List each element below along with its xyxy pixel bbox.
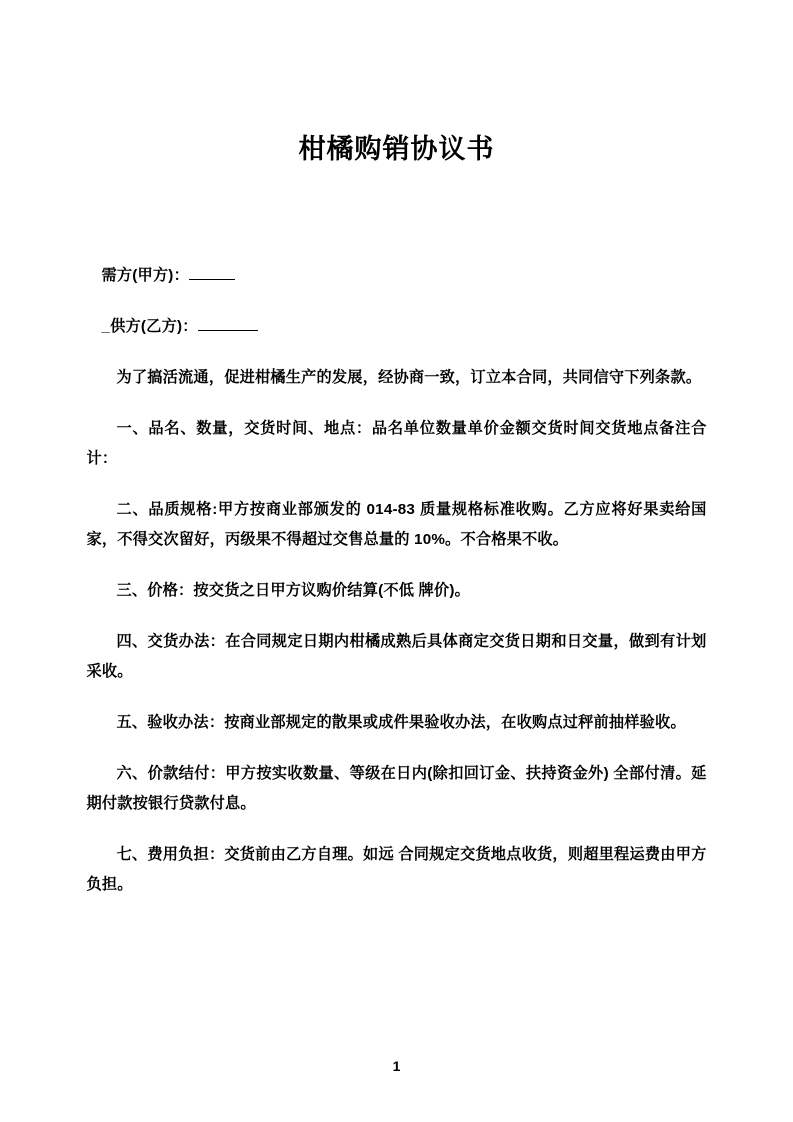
clause-7: 七、费用负担：交货前由乙方自理。如远 合同规定交货地点收货，则超里程运费由甲方负担。: [86, 846, 707, 894]
clause-4: 四、交货办法：在合同规定日期内柑橘成熟后具体商定交货日期和日交量，做到有计划采收。: [86, 633, 707, 681]
document-body: [87, 165, 707, 900]
page-number: 1: [392, 1058, 401, 1074]
clause-5: 五、验收办法：按商业部规定的散果或成件果验收办法，在收购点过秤前抽样验收。: [116, 714, 686, 732]
clause-3: 三、价格：按交货之日甲方议购价结算(不低 牌价)。: [116, 582, 470, 600]
party-supply-blank: [198, 330, 258, 331]
party-demand-label: 需方(甲方)：: [101, 267, 189, 285]
clause-2: 二、品质规格:甲方按商业部颁发的 014-83 质量规格标准收购。乙方应将好果卖给国家，不得交次留好，丙级果不得超过交售总量的 10%。不合格果不收。: [86, 501, 707, 549]
party-supply-label: _供方(乙方)：: [101, 318, 198, 336]
page-title: 柑橘购销协议书: [298, 134, 495, 164]
party-supply-line: [87, 312, 707, 342]
clause-1: 一、品名、数量，交货时间、地点：品名单位数量单价金额交货时间交货地点备注合计：: [86, 420, 707, 468]
party-demand-line: [87, 261, 707, 291]
clause-6: 六、价款结付：甲方按实收数量、等级在日内(除扣回订金、扶持资金外) 全部付清。延期付款按银行贷款付息。: [86, 765, 707, 813]
preamble-paragraph: 为了搞活流通，促进柑橘生产的发展，经协商一致，订立本合同，共同信守下列条款。: [116, 369, 702, 387]
party-demand-blank: [189, 279, 235, 280]
